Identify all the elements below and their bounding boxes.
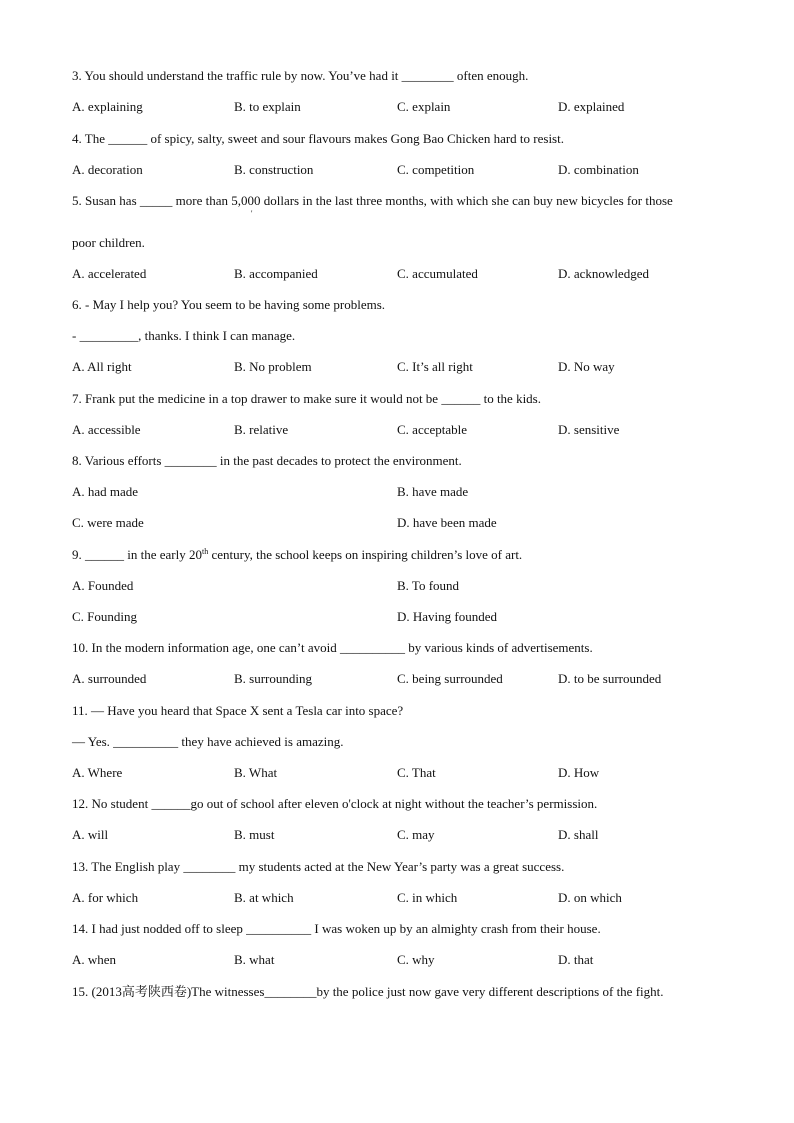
q7-option-d: D. sensitive (558, 422, 620, 437)
q8-option-b: B. have made (397, 484, 469, 499)
q9-option-c: C. Founding (72, 609, 138, 624)
q3-option-c: C. explain (397, 99, 451, 114)
q7-option-b: B. relative (234, 422, 289, 437)
q5-option-b: B. accompanied (234, 266, 318, 281)
q13-option-d: D. on which (558, 890, 622, 905)
q8-option-d: D. have been made (397, 515, 497, 530)
question-14-stem: 14. I had just nodded off to sleep __________ I was woken up by an almighty crash from their house. (72, 921, 601, 936)
question-6-stem-line-1: 6. - May I help you? You seem to be having some problems. (72, 297, 386, 312)
stray-mark: ' (251, 209, 253, 218)
q5-option-a: A. accelerated (72, 266, 147, 281)
question-10-stem: 10. In the modern information age, one can’t avoid __________ by various kinds of advertisements. (72, 640, 593, 655)
q12-option-d: D. shall (558, 827, 599, 842)
question-5-stem-line-2: poor children. (72, 235, 145, 250)
q14-option-c: C. why (397, 952, 435, 967)
q3-option-b: B. to explain (234, 99, 301, 114)
q5-option-c: C. accumulated (397, 266, 478, 281)
question-13-stem: 13. The English play ________ my students acted at the New Year’s party was a great success. (72, 859, 565, 874)
q9-option-b: B. To found (397, 578, 460, 593)
q11-option-d: D. How (558, 765, 600, 780)
question-8-stem: 8. Various efforts ________ in the past decades to protect the environment. (72, 453, 462, 468)
q4-option-b: B. construction (234, 162, 314, 177)
q10-option-c: C. being surrounded (397, 671, 503, 686)
q10-option-d: D. to be surrounded (558, 671, 662, 686)
question-4-stem: 4. The ______ of spicy, salty, sweet and sour flavours makes Gong Bao Chicken hard to resist. (72, 131, 564, 146)
question-9-stem (72, 547, 522, 563)
q11-option-c: C. That (397, 765, 436, 780)
q12-option-b: B. must (234, 827, 275, 842)
q9-option-a: A. Founded (72, 578, 134, 593)
q12-option-c: C. may (397, 827, 435, 842)
q13-option-c: C. in which (397, 890, 458, 905)
question-11-stem-line-1: 11. — Have you heard that Space X sent a Tesla car into space? (72, 703, 404, 718)
question-12-stem: 12. No student ______go out of school after eleven o'clock at night without the teacher’s permission. (72, 796, 598, 811)
q11-option-b: B. What (234, 765, 278, 780)
q14-option-a: A. when (72, 952, 117, 967)
q7-option-a: A. accessible (72, 422, 141, 437)
question-9-stem-end: century, the school keeps on inspiring children’s love of art. (208, 547, 523, 562)
q8-option-a: A. had made (72, 484, 139, 499)
q3-option-a: A. explaining (72, 99, 143, 114)
question-5-stem-line-1: 5. Susan has _____ more than 5,000 dollars in the last three months, with which she can buy new bicycles for those (72, 193, 673, 208)
question-11-stem-line-2: — Yes. __________ they have achieved is amazing. (72, 734, 344, 749)
q12-option-a: A. will (72, 827, 109, 842)
question-3-stem: 3. You should understand the traffic rule by now. You’ve had it ________ often enough. (72, 68, 529, 83)
q6-option-d: D. No way (558, 359, 615, 374)
q6-option-b: B. No problem (234, 359, 312, 374)
q13-option-b: B. at which (234, 890, 294, 905)
q4-option-a: A. decoration (72, 162, 143, 177)
q8-option-c: C. were made (72, 515, 144, 530)
q4-option-c: C. competition (397, 162, 475, 177)
question-9-stem-start: 9. ______ in the early 20 (72, 547, 202, 562)
q6-option-c: C. It’s all right (397, 359, 473, 374)
q10-option-b: B. surrounding (234, 671, 312, 686)
q3-option-d: D. explained (558, 99, 625, 114)
ordinal-superscript: th (201, 547, 209, 556)
q4-option-d: D. combination (558, 162, 639, 177)
question-7-stem: 7. Frank put the medicine in a top drawer to make sure it would not be ______ to the kids. (72, 391, 541, 406)
q11-option-a: A. Where (72, 765, 123, 780)
q5-option-d: D. acknowledged (558, 266, 649, 281)
q13-option-a: A. for which (72, 890, 139, 905)
q6-option-a: A. All right (72, 359, 132, 374)
q14-option-d: D. that (558, 952, 594, 967)
q10-option-a: A. surrounded (72, 671, 147, 686)
q9-option-d: D. Having founded (397, 609, 498, 624)
q14-option-b: B. what (234, 952, 275, 967)
question-15-stem: 15. (2013高考陕西卷)The witnesses________by the police just now gave very different descriptions of the fight. (72, 984, 664, 999)
question-6-stem-line-2: - _________, thanks. I think I can manage. (72, 328, 296, 343)
q7-option-c: C. acceptable (397, 422, 468, 437)
